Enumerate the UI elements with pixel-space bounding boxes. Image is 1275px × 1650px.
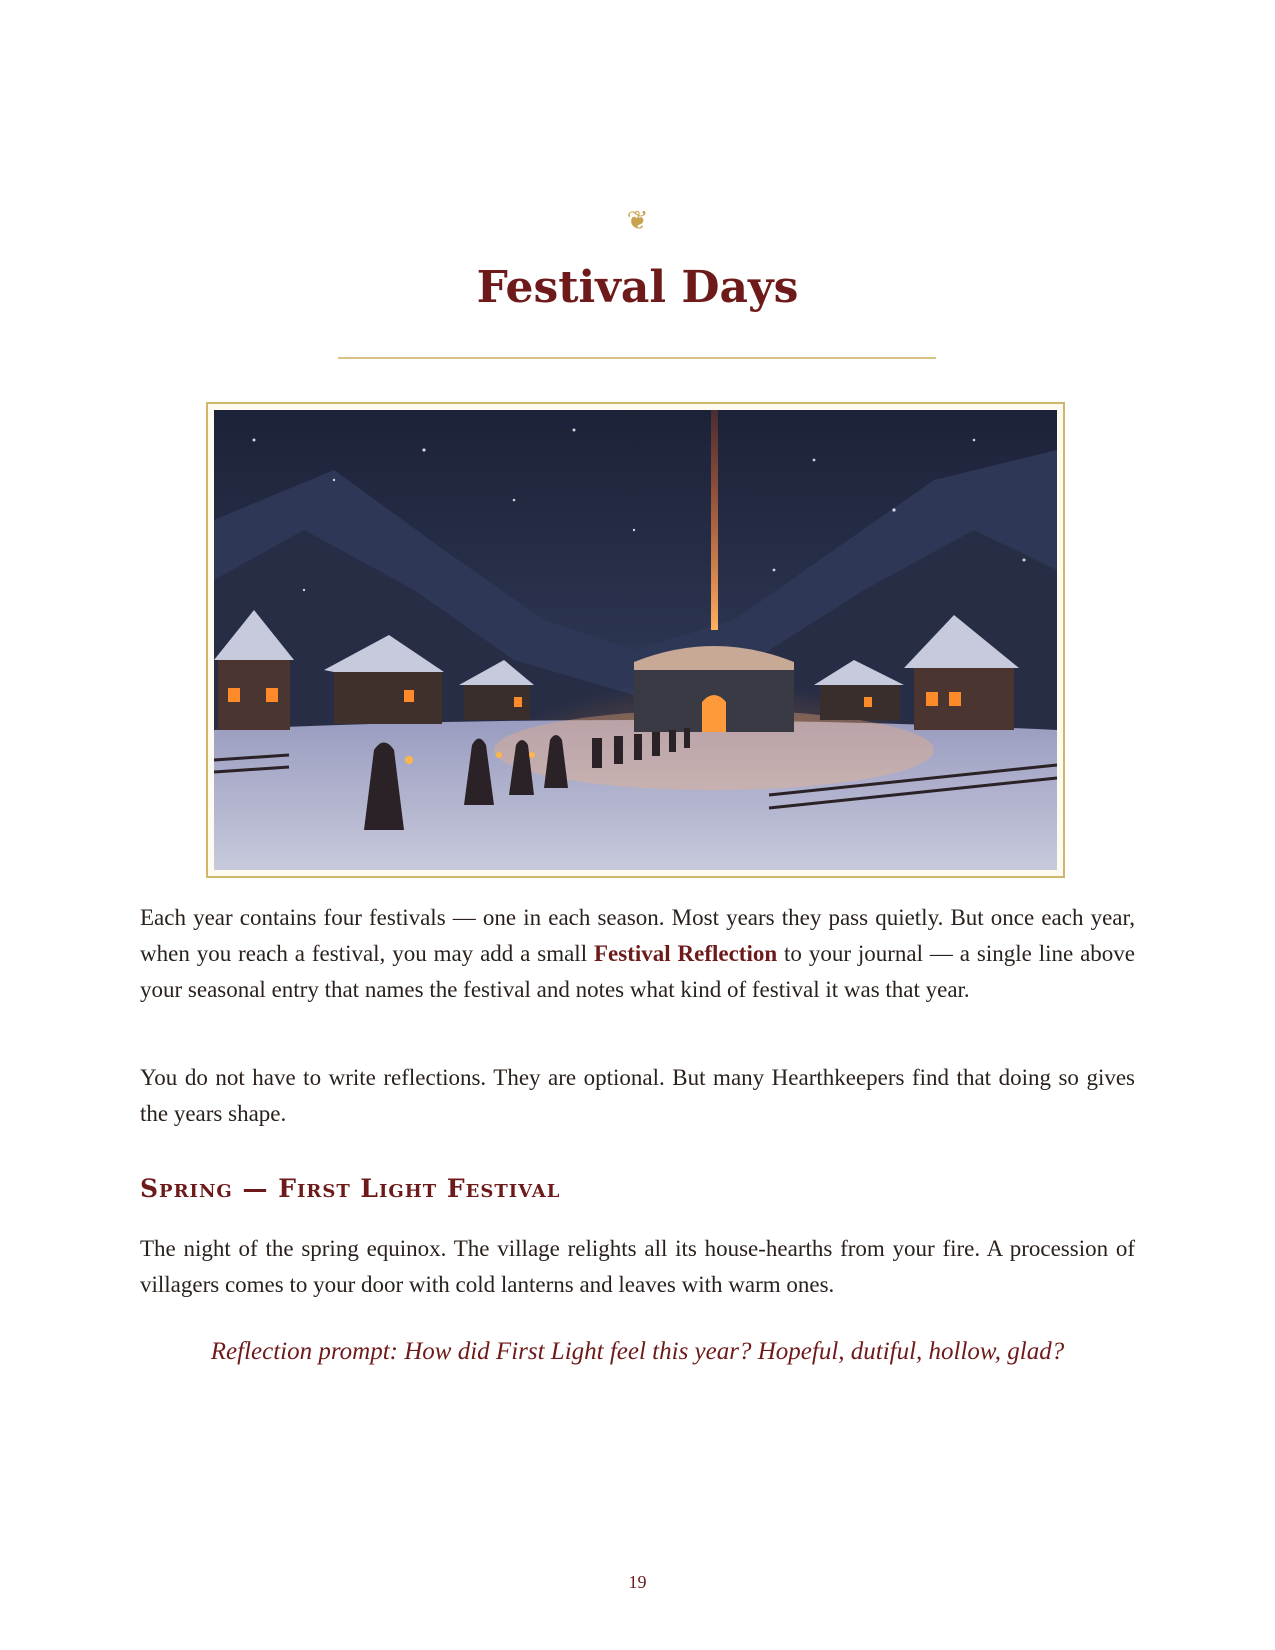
illustration-frame: [206, 402, 1065, 878]
fire-beam: [711, 410, 718, 630]
page-number: 19: [628, 1572, 647, 1592]
ornament-icon: ❦: [626, 206, 649, 236]
page-title: Festival Days: [476, 262, 799, 313]
festival-reflection-term: Festival Reflection: [593, 941, 778, 966]
spring-heading: Spring — First Light Festival: [140, 1174, 561, 1203]
snowy-village-festival-illustration: [214, 410, 1057, 870]
title-divider: [338, 357, 936, 359]
hearth-door: [702, 695, 726, 732]
intro-paragraph: Each year contains four festivals — one in each season. Most years they pass quietly. But once each year, when you reach a festival, you may add a small Festival Reflection to your journal — a single line above your seasonal entry that names the festival and notes what kind of festival it was that year.: [140, 905, 1135, 1002]
spring-body: The night of the spring equinox. The village relights all its house-hearths from your fire. A procession of villagers comes to your door with cold lanterns and leaves with warm ones.: [140, 1236, 1135, 1297]
optional-paragraph: You do not have to write reflections. They are optional. But many Hearthkeepers find that doing so gives the years shape.: [140, 1065, 1135, 1126]
reflection-prompt: Reflection prompt: How did First Light feel this year? Hopeful, dutiful, hollow, glad?: [210, 1338, 1065, 1365]
